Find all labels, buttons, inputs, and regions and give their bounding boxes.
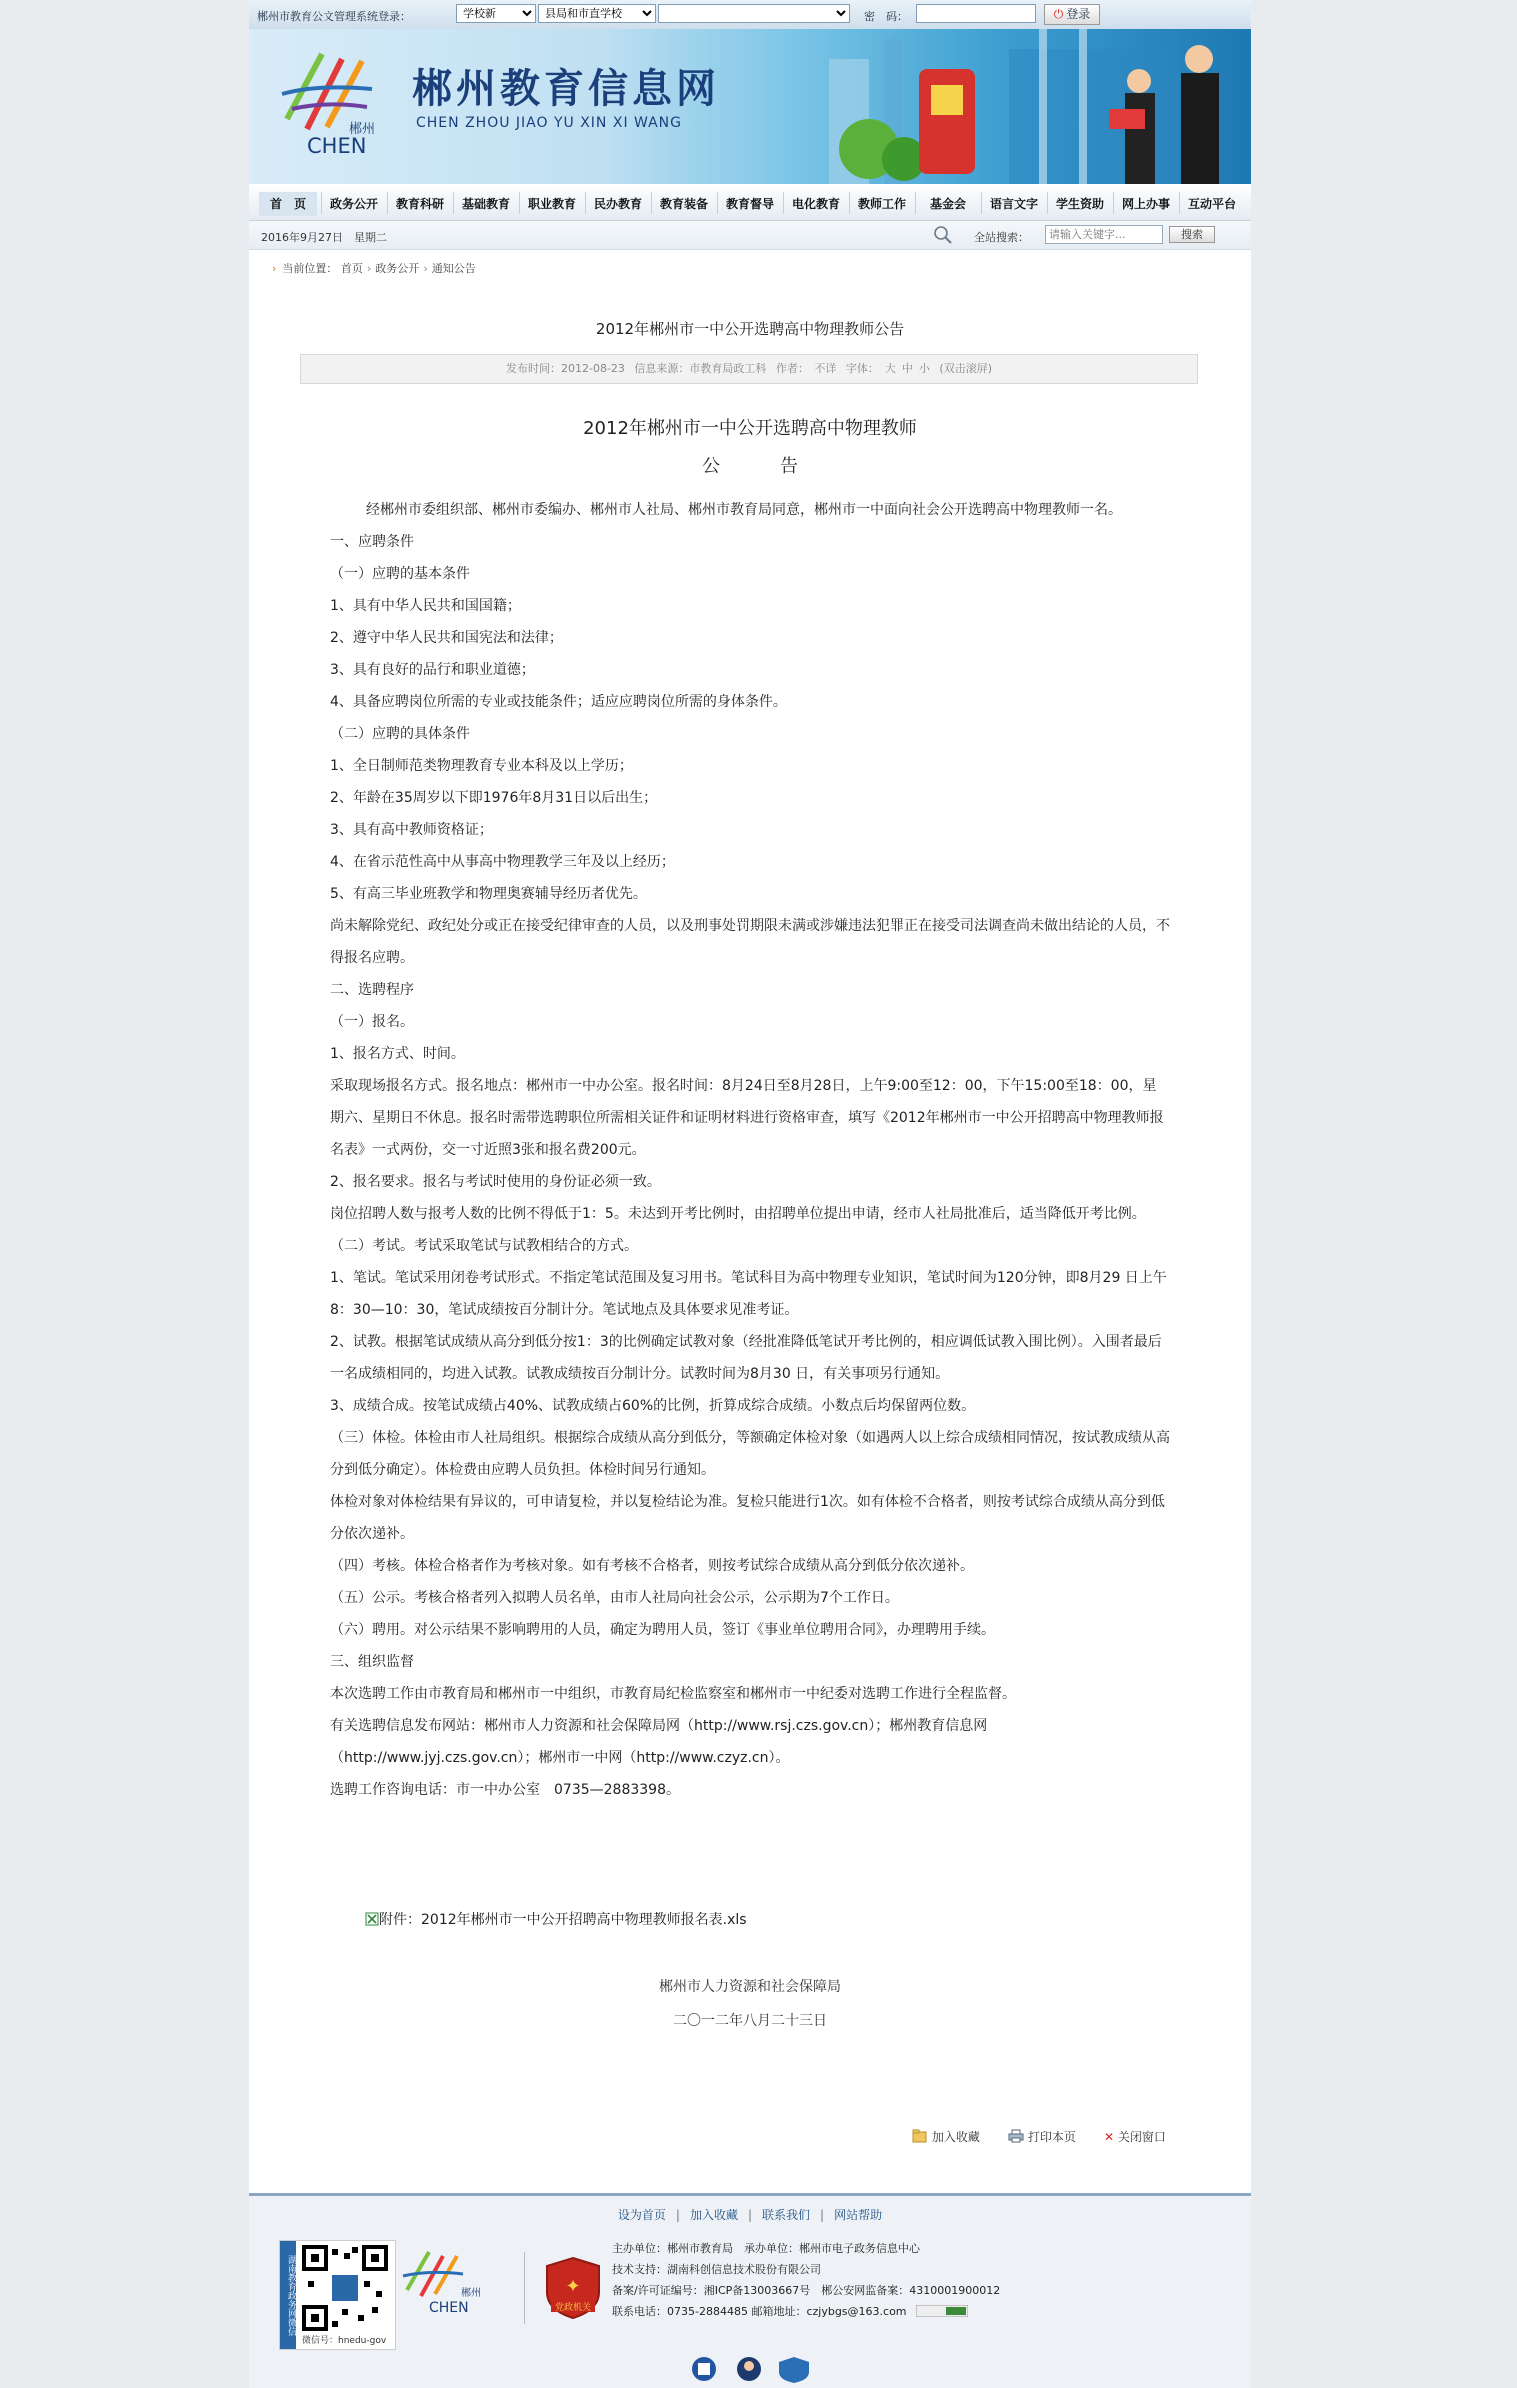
footer-links xyxy=(249,2206,1251,2223)
nav-online-service[interactable]: 网上办事 xyxy=(1121,197,1170,211)
paragraph: 4、具备应聘岗位所需的专业或技能条件；适应应聘岗位所需的身体条件。 xyxy=(330,694,787,710)
footer-logo-en: CHEN xyxy=(429,2300,469,2316)
password-label: 密 码： xyxy=(864,10,908,23)
paragraph: 3、成绩合成。按笔试成绩占40%、试教成绩占60%的比例，折算成综合成绩。小数点后均保留两位数。 xyxy=(330,1398,976,1414)
footer-tech: 技术支持：湖南科创信息技术股份有限公司 xyxy=(612,2263,821,2276)
nav-separator xyxy=(387,192,388,214)
power-icon: ⏻ xyxy=(1053,7,1064,21)
breadcrumb-label: 当前位置： xyxy=(282,262,338,275)
gov-badge-text: 党政机关 xyxy=(554,2303,592,2313)
link-separator: | xyxy=(747,2208,753,2222)
nav-language[interactable]: 语言文字 xyxy=(989,197,1038,211)
publish-date: 发布时间：2012-08-23 xyxy=(505,362,625,375)
paragraph: （一）应聘的基本条件 xyxy=(330,566,470,582)
gov-badge-icon[interactable] xyxy=(545,2256,601,2320)
paragraph: 3、具有良好的品行和职业道德； xyxy=(330,662,535,678)
logo-text: 郴州 xyxy=(349,122,376,137)
print-button[interactable] xyxy=(1008,2128,1076,2145)
footer-link-favorite[interactable]: 加入收藏 xyxy=(689,2208,738,2222)
article-author: 作者： 不详 xyxy=(775,362,837,375)
nav-basic-edu[interactable]: 基础教育 xyxy=(461,197,510,211)
paragraph: 采取现场报名方式。报名地点：郴州市一中办公室。报名时间：8月24日至8月28日，上午9:00至12：00，下午15:00至18：00，星期六、星期日不休息。报名时需带选聘职位所需相关证件和证明材料进行资格审查，填写《2012年郴州市一中公开招聘高中物理教师报名表》一式两份，交一寸近照3张和报名费200元。 xyxy=(330,1078,1164,1158)
date-search-bar xyxy=(249,221,1251,250)
nav-private-edu[interactable]: 民办教育 xyxy=(593,197,642,211)
login-button[interactable] xyxy=(1044,4,1100,25)
login-bar xyxy=(249,0,1251,30)
nav-separator xyxy=(1047,192,1048,214)
site-logo[interactable] xyxy=(277,49,397,159)
add-favorite-button[interactable] xyxy=(912,2128,980,2145)
footer-logo-text: 郴州 xyxy=(461,2288,481,2299)
nav-separator xyxy=(321,192,322,214)
paragraph: 2、报名要求。报名与考试时使用的身份证必须一致。 xyxy=(330,1174,661,1190)
qr-code-icon xyxy=(302,2245,388,2331)
article-heading: 2012年郴州市一中公开选聘高中物理教师 xyxy=(583,418,917,439)
chevron-right-icon: › xyxy=(423,262,428,275)
paragraph: 2、试教。根据笔试成绩从高分到低分按1：3的比例确定试教对象（经批准降低笔试开考比例的，相应调低试教入围比例）。入围者最后一名成绩相同的，均进入试教。试教成绩按百分制计分。试教时间为8月30 日，有关事项另行通知。 xyxy=(330,1334,1162,1382)
paragraph: 1、全日制师范类物理教育专业本科及以上学历； xyxy=(330,758,633,774)
current-date: 2016年9月27日 星期二 xyxy=(261,231,387,244)
paragraph: 体检对象对体检结果有异议的，可申请复检，并以复检结论为准。复检只能进行1次。如有体检不合格者，则按考试综合成绩从高分到低分依次递补。 xyxy=(330,1494,1165,1542)
site-footer xyxy=(249,2193,1251,2388)
link-separator: | xyxy=(820,2208,825,2222)
nav-separator xyxy=(849,192,850,214)
nav-separator xyxy=(915,192,916,214)
printer-icon xyxy=(1008,2129,1024,2143)
paragraph: 4、在省示范性高中从事高中物理教学三年及以上经历； xyxy=(330,854,675,870)
folder-star-icon xyxy=(912,2129,928,2143)
footer-link-set-home[interactable]: 设为首页 xyxy=(617,2208,666,2222)
close-window-button[interactable] xyxy=(1104,2128,1166,2145)
breadcrumb xyxy=(272,260,476,276)
paragraph: 2、遵守中华人民共和国宪法和法律； xyxy=(330,630,563,646)
close-icon: ✕ xyxy=(1104,2130,1115,2144)
font-size-label: 字体： xyxy=(845,362,879,375)
footer-icp: 备案/许可证编号：湘ICP备13003667号 郴公安网监备案：4310001900012 xyxy=(612,2284,1001,2297)
article-source: 信息来源：市教育局政工科 xyxy=(634,362,767,375)
area-select[interactable] xyxy=(538,4,656,23)
qr-side-text: 湖南教育政务网微信 xyxy=(280,2241,296,2349)
paragraph: （四）考核。体检合格者作为考核对象。如有考核不合格者，则按考试综合成绩从高分到低分依次递补。 xyxy=(330,1558,974,1574)
paragraph: 1、笔试。笔试采用闭卷考试形式。不指定笔试范围及复习用书。笔试科目为高中物理专业知识，笔试时间为120分钟，即8月29 日上午8：30—10：30，笔试成绩按百分制计分。笔试地点及具体要求见准考证。 xyxy=(330,1270,1167,1318)
paragraph: 有关选聘信息发布网站：郴州市人力资源和社会保障局网（http://www.rsj.czs.gov.cn）；郴州教育信息网（http://www.jyj.czs.gov.cn）；郴州市一中网（http://www.czyz.cn）。 xyxy=(330,1718,988,1766)
certification-badge-icon[interactable] xyxy=(916,2305,968,2317)
footer-link-contact[interactable]: 联系我们 xyxy=(762,2208,811,2222)
nav-separator xyxy=(651,192,652,214)
attachment-link[interactable] xyxy=(365,1909,747,1929)
nav-separator xyxy=(519,192,520,214)
footer-info xyxy=(612,2238,1000,2322)
footer-host: 主办单位：郴州市教育局 承办单位：郴州市电子政务信息中心 xyxy=(612,2242,920,2255)
password-input[interactable] xyxy=(916,4,1036,23)
main-nav xyxy=(249,184,1251,221)
login-button-label: 登录 xyxy=(1066,7,1091,21)
article-meta xyxy=(300,354,1198,384)
user-type-select[interactable] xyxy=(456,4,536,23)
paragraph: 一、应聘条件 xyxy=(330,534,414,550)
nav-separator xyxy=(783,192,784,214)
site-search-input[interactable] xyxy=(1045,225,1163,244)
nav-equipment[interactable]: 教育装备 xyxy=(659,197,708,211)
font-large-link[interactable]: 大 xyxy=(884,362,896,375)
police-icon[interactable] xyxy=(692,2357,716,2381)
font-small-link[interactable]: 小 xyxy=(918,362,930,375)
site-title: 郴州教育信息网 xyxy=(412,66,720,112)
breadcrumb-gov-affairs[interactable]: 政务公开 xyxy=(375,262,420,275)
site-subtitle: CHEN ZHOU JIAO YU XIN XI WANG xyxy=(416,115,683,131)
print-label: 打印本页 xyxy=(1027,2130,1076,2144)
nav-separator xyxy=(717,192,718,214)
nav-separator xyxy=(585,192,586,214)
footer-security-icons xyxy=(689,2354,829,2384)
paragraph: （五）公示。考核合格者列入拟聘人员名单，由市人社局向社会公示，公示期为7个工作日。 xyxy=(330,1590,899,1606)
nav-separator xyxy=(1179,192,1180,214)
paragraph: 尚未解除党纪、政纪处分或正在接受纪律审查的人员，以及刑事处罚期限未满或涉嫌违法犯罪正在接受司法调查尚未做出结论的人员，不得报名应聘。 xyxy=(330,918,1170,966)
breadcrumb-arrow-icon: › xyxy=(272,262,277,275)
search-icon xyxy=(932,225,954,245)
paragraph: 岗位招聘人数与报考人数的比例不得低于1：5。未达到开考比例时，由招聘单位提出申请，经市人社局批准后，适当降低开考比例。 xyxy=(330,1206,1146,1222)
article-body xyxy=(330,494,1170,1806)
article-title: 2012年郴州市一中公开选聘高中物理教师公告 xyxy=(595,320,905,338)
footer-link-help[interactable]: 网站帮助 xyxy=(834,2208,883,2222)
login-label: 郴州市教育公文管理系统登录： xyxy=(257,10,411,23)
paragraph: （二）考试。考试采取笔试与试教相结合的方式。 xyxy=(330,1238,638,1254)
footer-contact-line xyxy=(612,2301,1000,2322)
attachment-text: 附件：2012年郴州市一中公开招聘高中物理教师报名表.xls xyxy=(379,1912,747,1928)
paragraph: 二、选聘程序 xyxy=(330,982,414,998)
breadcrumb-home[interactable]: 首页 xyxy=(340,262,363,275)
cyber-police-icon[interactable] xyxy=(737,2357,761,2381)
chevron-right-icon: › xyxy=(366,262,372,275)
footer-contact: 联系电话：0735-2884485 邮箱地址：czjybgs@163.com xyxy=(612,2305,907,2318)
nav-teachers[interactable]: 教师工作 xyxy=(857,197,906,211)
qr-caption: 微信号：hnedu-gov xyxy=(302,2336,387,2346)
font-medium-link[interactable]: 中 xyxy=(901,362,913,375)
nav-student-aid[interactable]: 学生资助 xyxy=(1055,197,1104,211)
paragraph: （一）报名。 xyxy=(330,1014,414,1030)
paragraph: （三）体检。体检由市人社局组织。根据综合成绩从高分到低分，等额确定体检对象（如遇两人以上综合成绩相同情况，按试教成绩从高分到低分确定）。体检费由应聘人员负担。体检时间另行通知。 xyxy=(330,1430,1170,1478)
nav-research[interactable]: 教育科研 xyxy=(395,197,444,211)
paragraph: （六）聘用。对公示结果不影响聘用的人员，确定为聘用人员，签订《事业单位聘用合同》，办理聘用手续。 xyxy=(330,1622,995,1638)
paragraph: 选聘工作咨询电话：市一中办公室 0735—2883398。 xyxy=(330,1782,680,1798)
nav-separator xyxy=(1113,192,1114,214)
paragraph: 1、报名方式、时间。 xyxy=(330,1046,465,1062)
banner-illustration xyxy=(809,29,1251,184)
link-separator: | xyxy=(675,2208,680,2222)
svg-text:✦: ✦ xyxy=(565,2276,581,2297)
nav-supervision[interactable]: 教育督导 xyxy=(725,197,774,211)
nav-separator xyxy=(453,192,454,214)
nav-e-edu[interactable]: 电化教育 xyxy=(791,197,840,211)
paragraph: 三、组织监督 xyxy=(330,1654,414,1670)
nav-gov-affairs[interactable]: 政务公开 xyxy=(329,197,378,211)
scroll-hint: (双击滚屏) xyxy=(939,362,993,375)
page-container xyxy=(249,0,1251,2385)
search-label: 全站搜索： xyxy=(974,231,1029,244)
search-button[interactable]: 搜索 xyxy=(1169,226,1215,243)
nav-home[interactable]: 首 页 xyxy=(259,192,317,216)
wechat-qr-block xyxy=(279,2240,396,2350)
footer-divider xyxy=(524,2252,525,2324)
paragraph: 经郴州市委组织部、郴州市委编办、郴州市人社局、郴州市教育局同意，郴州市一中面向社会公开选聘高中物理教师一名。 xyxy=(366,502,1122,518)
close-window-label: 关闭窗口 xyxy=(1117,2130,1166,2144)
net-security-icon[interactable] xyxy=(779,2357,809,2383)
article-subheading: 公告 xyxy=(702,456,858,477)
nav-vocational[interactable]: 职业教育 xyxy=(527,197,576,211)
excel-file-icon xyxy=(365,1912,379,1926)
signature-org: 郴州市人力资源和社会保障局 xyxy=(659,1979,841,1995)
signature-date: 二〇一二年八月二十三日 xyxy=(673,2013,827,2029)
paragraph: 本次选聘工作由市教育局和郴州市一中组织，市教育局纪检监察室和郴州市一中纪委对选聘工作进行全程监督。 xyxy=(330,1686,1016,1702)
paragraph: 5、有高三毕业班教学和物理奥赛辅导经历者优先。 xyxy=(330,886,647,902)
paragraph: 1、具有中华人民共和国国籍； xyxy=(330,598,521,614)
logo-en-text: CHEN xyxy=(307,134,367,158)
nav-interactive[interactable]: 互动平台 xyxy=(1187,197,1236,211)
footer-logo xyxy=(399,2248,509,2318)
breadcrumb-notices[interactable]: 通知公告 xyxy=(431,262,476,275)
site-banner xyxy=(249,29,1251,184)
nav-foundation[interactable]: 基金会 xyxy=(929,197,966,211)
paragraph: 2、年龄在35周岁以下即1976年8月31日以后出生； xyxy=(330,790,658,806)
nav-separator xyxy=(981,192,982,214)
school-select[interactable] xyxy=(658,4,850,23)
add-favorite-label: 加入收藏 xyxy=(931,2130,980,2144)
paragraph: 3、具有高中教师资格证； xyxy=(330,822,493,838)
paragraph: （二）应聘的具体条件 xyxy=(330,726,470,742)
